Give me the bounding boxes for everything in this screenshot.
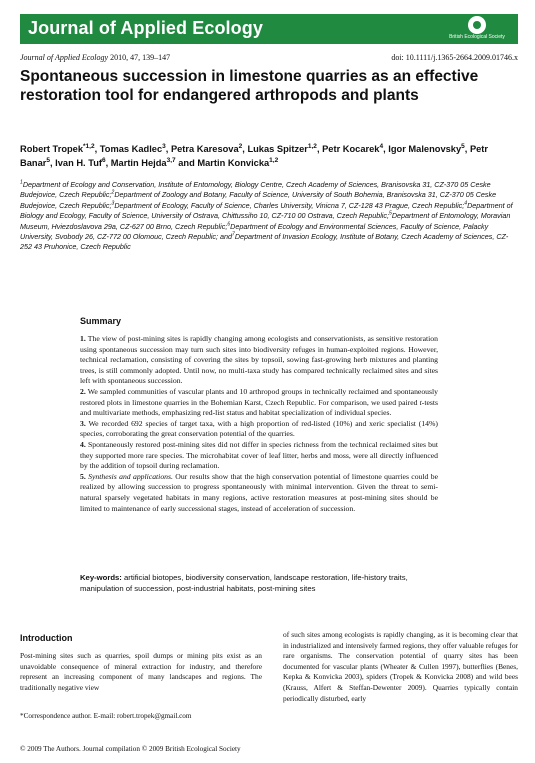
summary-section [80, 316, 438, 514]
keywords [80, 573, 438, 595]
author-name: Tomas Kadlec [99, 144, 163, 154]
summary-heading: Summary [80, 316, 122, 326]
affiliation-text: Department of Ecology and Environmental Sciences, Faculty of Science, Palacky University, Svobody 26, CZ-772 00 Olomouc, Czech Republic; and [20, 221, 489, 242]
affiliation-text: Department of Invasion Ecology, Institute of Botany, Czech Academy of Sciences, CZ-252 43 Pruhonice, Czech Republic [20, 232, 509, 252]
citation-details: 2010, 47, 139–147 [108, 53, 171, 62]
author-affiliation-mark: 3,7 [166, 156, 176, 164]
bes-logo-icon [468, 16, 486, 34]
author-name: Lukas Spitzer [247, 144, 308, 154]
intro-left-column: Post-mining sites such as quarries, spoil dumps or mining pits exist as an unavoidable consequence of mineral extraction for industry, and therefore represent an increasing component of many landscapes and regions. The traditionally negative view [20, 651, 262, 692]
author-name: Petr Banar [20, 144, 489, 168]
summary-point-text: We sampled communities of vascular plants and 10 arthropod groups in technically reclaimed and spontaneously restored plots in limestone quarries in the Bohemian Karst, Czech Republic. For comparison, we used paired [80, 386, 438, 407]
keywords-label: Key-words: [80, 573, 122, 582]
citation-journal: Journal of Applied Ecology [20, 53, 109, 62]
summary-point-text: We recorded 692 species of target taxa, with a high proportion of red-listed (10%) and xeric specialist (14%) species, corroborating the great conservation potential of the quarries. [80, 418, 438, 439]
summary-point [80, 334, 438, 387]
summary-point-text: Spontaneously restored post-mining sites did not differ in species richness from the technical reclaimed sites but they supported more rare species. The microhabitat cover of leaf litter, herbs and moss, were all directly influenced by the addition of topsoil during reclamation. [80, 439, 438, 471]
keywords-text: artificial biotopes, biodiversity conservation, landscape restoration, life-history traits, manipulation of succession, post-industrial habitats, post-mining sites [80, 573, 408, 593]
author-name: Martin Konvicka [197, 158, 270, 168]
affiliation-text: Department of Ecology and Conservation, Institute of Entomology, Biology Centre, Czech Academy of Sciences, Branisovska 31, CZ-370 05 Ceske Budejovice, Czech Republic; [20, 180, 491, 200]
copyright-footer: © 2009 The Authors. Journal compilation © 2009 British Ecological Society [20, 745, 241, 753]
summary-point-number: 1. [80, 334, 86, 343]
affiliation-number: 5 [389, 210, 392, 217]
summary-point-number: 4. [80, 439, 86, 449]
affiliation-text: Department of Zoology and Botany, Faculty of Science, University of South Bohemia, Branisovska 31, CZ-370 05 Ceske Budejovice, Czech Republic; [20, 190, 497, 210]
author-name: Petr Kocarek [322, 144, 380, 154]
summary-point-italic: t [419, 397, 422, 407]
author-affiliation-mark: *1,2 [83, 142, 95, 150]
correspondence-note: *Correspondence author. E-mail: robert.tropek@gmail.com [20, 712, 192, 720]
citation-line [20, 53, 170, 62]
author-conjunction: and [178, 158, 195, 168]
summary-point-text: The view of post-mining sites is rapidly changing among ecologists and conservationists, as sensitive restoration using spontaneous succession may turn such sites into biodiversity refuges in human-exploited regions. However, technical reclamation, consisting of covering the sites by topsoil, sowing fast-growing herb mixtures and planting trees, is still commonly adopted. Until now, no multi-taxa study has compared technically reclaimed sites and sites left with spontaneous succession. [80, 334, 438, 386]
affiliation-number: 6 [227, 221, 231, 228]
doi: doi: 10.1111/j.1365-2664.2009.01746.x [391, 53, 518, 62]
author-name: Martin Hejda [110, 158, 167, 168]
affiliation-text: Department of Ecology, Faculty of Science, Charles University, Vinicna 7, CZ-128 43 Prague, Czech Republic; [114, 200, 465, 210]
author-name: Ivan H. Tuf [55, 158, 102, 168]
affiliation-number: 1 [20, 179, 23, 186]
summary-point-italic: Synthesis and applications. [88, 471, 173, 481]
summary-points [80, 334, 438, 514]
author-affiliation-mark: 5 [46, 156, 50, 164]
summary-point-text: -tests and multivariate methods, emphasizing red-list status and habitat specialization of individual species. [80, 397, 438, 418]
affiliations [20, 180, 518, 253]
summary-point-number: 5. [80, 471, 86, 481]
author-name: Igor Malenovsky [388, 144, 462, 154]
affiliation-number: 4 [464, 200, 468, 207]
author-affiliation-mark: 1,2 [307, 142, 317, 150]
introduction-heading: Introduction [20, 633, 73, 643]
affiliation-number: 7 [232, 231, 235, 238]
author-affiliation-mark: 6 [102, 156, 106, 164]
affiliation-text: Department of Entomology, Moravian Museum, Hviezdoslavova 29a, CZ-627 00 Brno, Czech Republic; [20, 211, 511, 231]
affiliation-text: Department of Biology and Ecology, Faculty of Science, University of Ostrava, Chittussiho 10, CZ-710 00 Ostrava, Czech Republic; [20, 200, 513, 221]
logo-text: British Ecological Society [449, 34, 505, 40]
author-affiliation-mark: 3 [162, 142, 166, 150]
summary-point [80, 440, 438, 472]
author-name: Robert Tropek [20, 144, 84, 154]
affiliation-number: 2 [111, 190, 115, 197]
author-affiliation-mark: 4 [379, 142, 384, 150]
affiliation-number: 3 [111, 200, 115, 207]
author-name: Petra Karesova [170, 144, 239, 154]
summary-point [80, 472, 438, 514]
article-title: Spontaneous succession in limestone quarries as an effective restoration tool for endangered arthropods and plants [20, 68, 479, 104]
author-list: Robert Tropek$^{*1,2}$, Tomas Kadlec$^3$, Petra Karesova$^2$, Lukas Spitzer$^{1,2}$, Petr Kocarek$^4$, Igor Malenovsky$^5$, Petr Banar$^5$, Ivan H. Tuf$^6$, Martin Hejda$^{3,7}$ and Martin Konvicka$^{1,2}$ [20, 142, 489, 168]
author-affiliation-mark: 5 [461, 142, 465, 150]
summary-point-number: 3. [80, 418, 86, 428]
intro-right-column: of such sites among ecologists is rapidly changing, as it is becoming clear that in industrialized and intensively farmed regions, they offer valuable refuges for rare organisms. The conservation potential of quarry sites has been documented for vascular plants (Wheater & Cullen 1997), butterflies (Benes, Kepka & Konvicka 2003), spiders (Tropek & Konvicka 2008) and wild bees (Krauss, Alfert & Steffan-Dewenter 2009). Quarries typically contain periodically disturbed, early [283, 630, 518, 703]
summary-point-text: Our results show that the high conservation potential of limestone quarries could be realized by allowing succession to progress spontaneously with minimal intervention. Given the threat to semi-natural sparsely vegetated habitats in many regions, active restoration measures at post-mining sites should be limited to maintenance of early successional stages, instead of acceleration of succession. [80, 471, 438, 513]
summary-point-number: 2. [80, 386, 86, 396]
journal-header-band [20, 14, 518, 44]
author-affiliation-mark: 2 [238, 142, 243, 150]
summary-point [80, 419, 438, 440]
society-logo [442, 15, 512, 43]
summary-point [80, 387, 438, 419]
author-affiliation-mark: 1,2 [269, 156, 279, 164]
journal-name: Journal of Applied Ecology [28, 18, 263, 38]
